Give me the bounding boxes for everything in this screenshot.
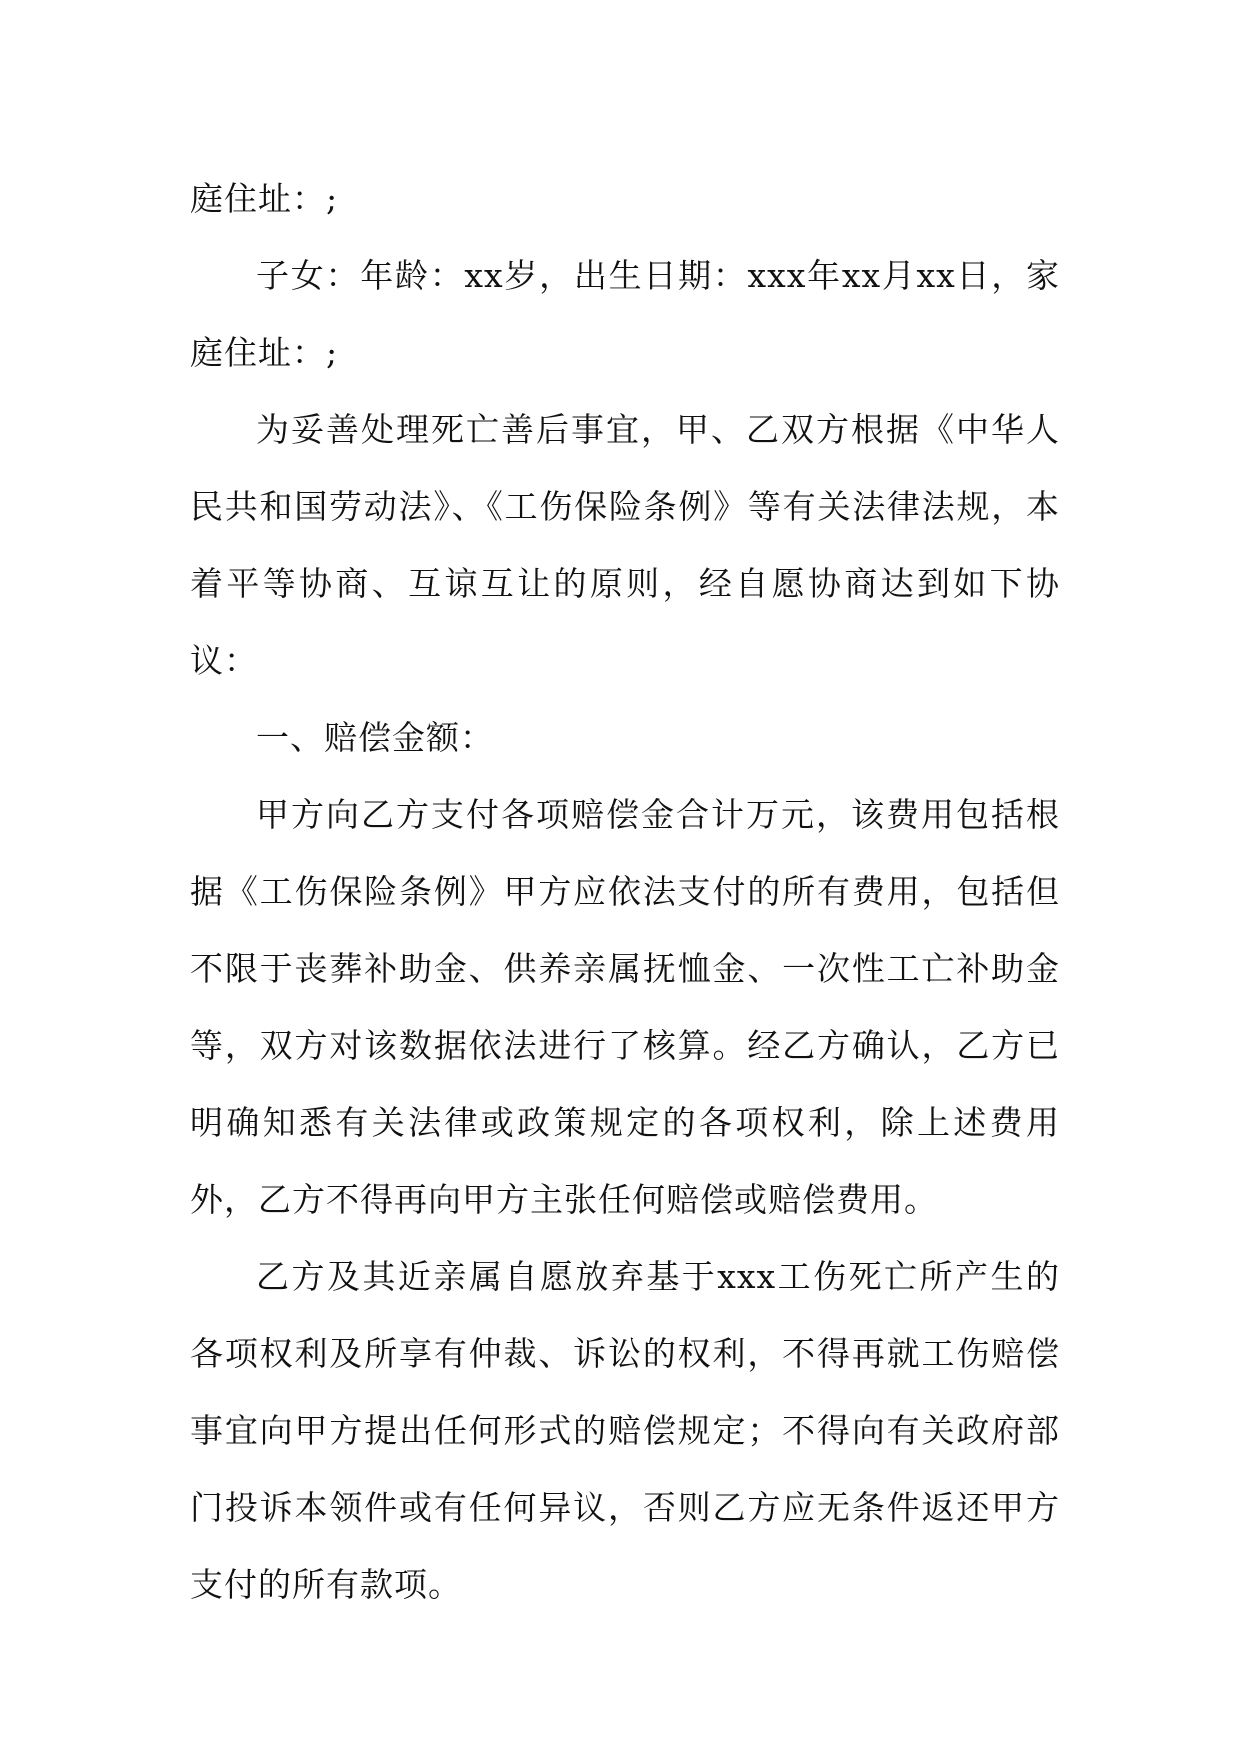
paragraph-compensation-details: 甲方向乙方支付各项赔偿金合计万元，该费用包括根据《工伤保险条例》甲方应依法支付的所有费用，包括但不限于丧葬补助金、供养亲属抚恤金、一次性工亡补助金等，双方对该数据依法进行了核算。经乙方确认，乙方已明确知悉有关法律或政策规定的各项权利，除上述费用外，乙方不得再向甲方主张任何赔偿或赔偿费用。 [190,795,1060,1219]
paragraph-child-info: 子女：年龄：xx岁，出生日期：xxx年xx月xx日，家庭住址：; [190,256,1060,372]
paragraph-agreement-basis: 为妥善处理死亡善后事宜，甲、乙双方根据《中华人民共和国劳动法》、《工伤保险条例》等有关法律法规，本着平等协商、互谅互让的原则，经自愿协商达到如下协议： [190,410,1060,680]
paragraph-waiver: 乙方及其近亲属自愿放弃基于xxx工伤死亡所产生的各项权利及所享有仲裁、诉讼的权利，不得再就工伤赔偿事宜向甲方提出任何形式的赔偿规定；不得向有关政府部门投诉本领件或有任何异议，否则乙方应无条件返还甲方支付的所有款项。 [190,1257,1060,1604]
document-body [190,160,1060,1623]
paragraph-address-continuation: 庭住址：; [190,179,339,218]
section-heading-compensation: 一、赔偿金额： [256,718,494,757]
